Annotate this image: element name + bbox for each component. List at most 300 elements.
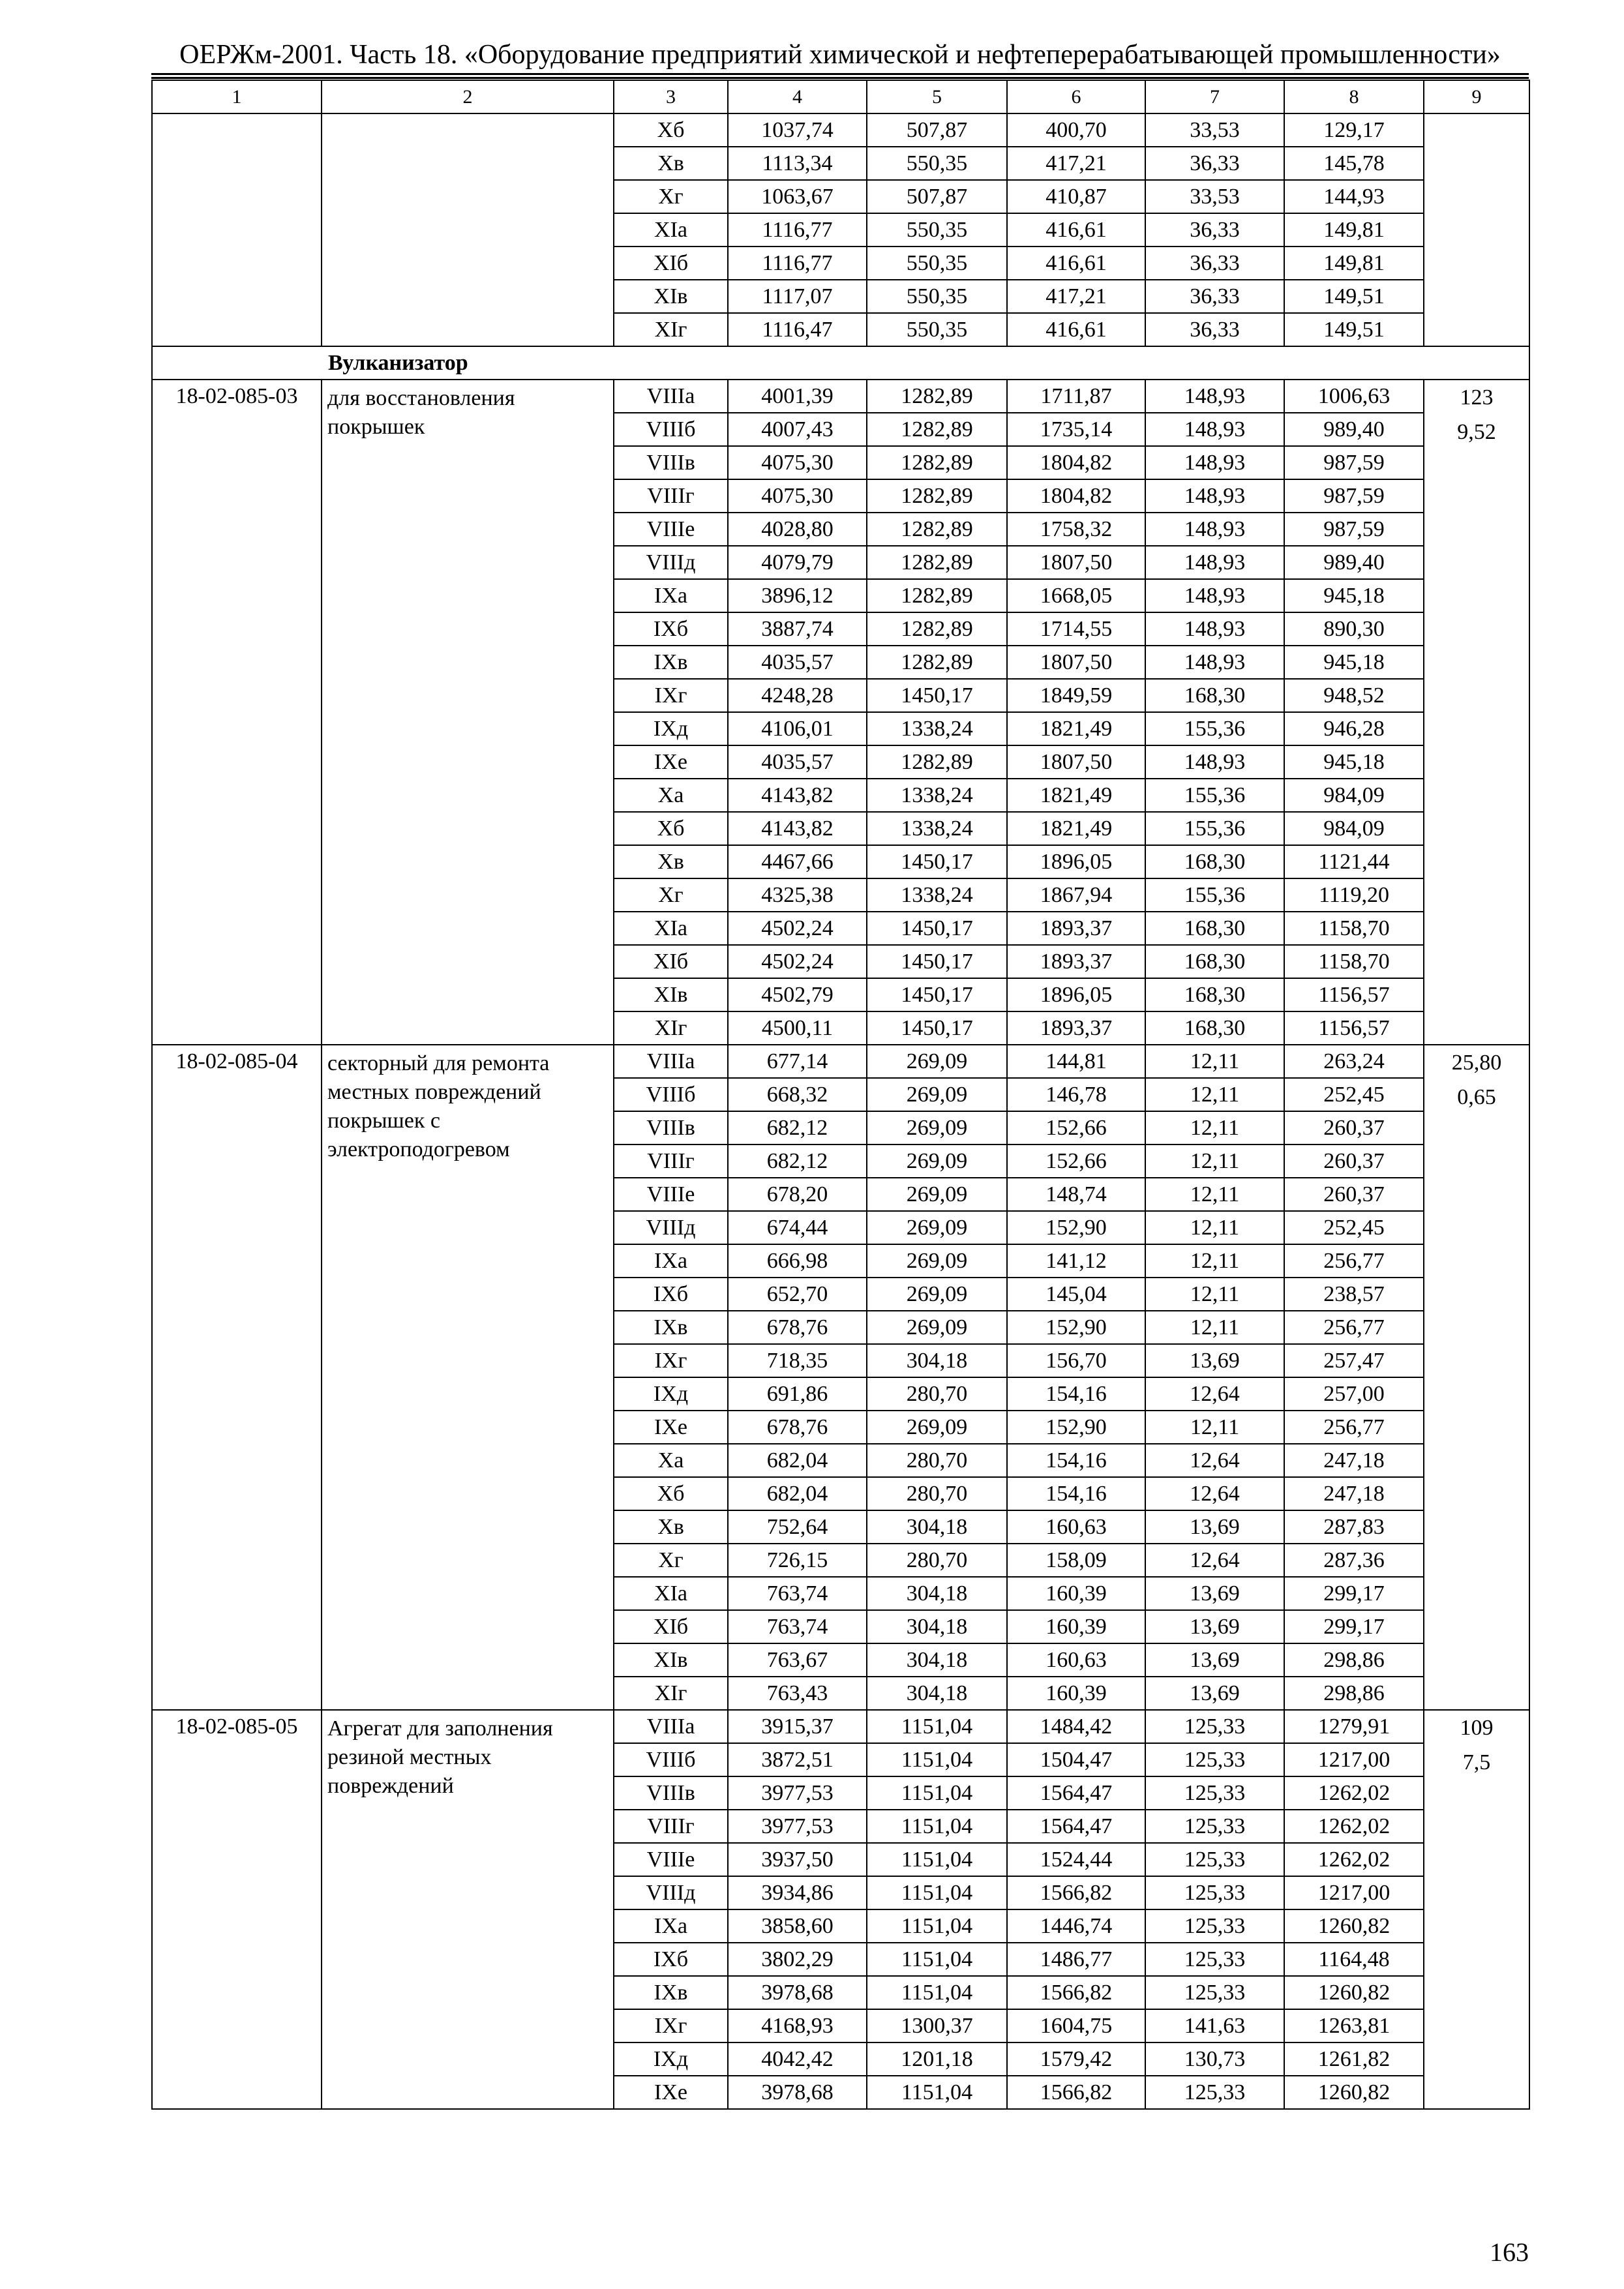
zone-cell: IХб [614, 1943, 728, 1976]
value-cell: 3872,51 [728, 1743, 867, 1776]
value-cell: 1156,57 [1284, 1011, 1424, 1045]
value-cell: 12,11 [1145, 1311, 1284, 1344]
value-cell: 945,18 [1284, 646, 1424, 679]
value-cell: 158,09 [1007, 1544, 1145, 1577]
value-cell: 3896,12 [728, 579, 867, 612]
zone-cell: Ха [614, 1444, 728, 1477]
value-cell: 12,11 [1145, 1178, 1284, 1211]
value-cell: 148,93 [1145, 380, 1284, 413]
value-cell: 168,30 [1145, 912, 1284, 945]
zone-cell: IХг [614, 2009, 728, 2042]
value-cell: 668,32 [728, 1078, 867, 1111]
value-cell: 3915,37 [728, 1710, 867, 1743]
value-cell: 156,70 [1007, 1344, 1145, 1377]
value-cell: 1261,82 [1284, 2042, 1424, 2076]
empty-cell [152, 113, 322, 346]
value-cell: 238,57 [1284, 1278, 1424, 1311]
value-cell: 148,93 [1145, 646, 1284, 679]
value-cell: 148,93 [1145, 745, 1284, 779]
value-cell: 763,43 [728, 1677, 867, 1710]
zone-cell: VIIIв [614, 446, 728, 479]
value-cell: 3977,53 [728, 1810, 867, 1843]
zone-cell: VIIIг [614, 1144, 728, 1178]
value-cell: 304,18 [867, 1610, 1007, 1643]
value-cell: 550,35 [867, 247, 1007, 280]
value-cell: 1564,47 [1007, 1776, 1145, 1810]
value-cell: 141,12 [1007, 1244, 1145, 1278]
value-cell: 682,12 [728, 1111, 867, 1144]
value-cell: 1804,82 [1007, 479, 1145, 513]
value-cell: 145,78 [1284, 147, 1424, 180]
value-cell: 1260,82 [1284, 1976, 1424, 2009]
value-cell: 682,04 [728, 1444, 867, 1477]
value-cell: 287,36 [1284, 1544, 1424, 1577]
value-cell: 13,69 [1145, 1344, 1284, 1377]
table-body [152, 113, 1529, 2109]
value-cell: 269,09 [867, 1045, 1007, 1078]
value-cell: 12,11 [1145, 1244, 1284, 1278]
zone-cell: IХа [614, 579, 728, 612]
zone-cell: VIIIд [614, 1876, 728, 1909]
value-cell: 1006,63 [1284, 380, 1424, 413]
value-cell: 1156,57 [1284, 978, 1424, 1011]
value-cell: 984,09 [1284, 812, 1424, 845]
value-cell: 304,18 [867, 1510, 1007, 1544]
value-cell: 1867,94 [1007, 878, 1145, 912]
zone-cell: VIIIе [614, 1178, 728, 1211]
value-cell: 1564,47 [1007, 1810, 1145, 1843]
value-cell: 1121,44 [1284, 845, 1424, 878]
value-cell: 1450,17 [867, 912, 1007, 945]
value-cell: 1804,82 [1007, 446, 1145, 479]
value-cell: 3937,50 [728, 1843, 867, 1876]
value-cell: 1668,05 [1007, 579, 1145, 612]
value-cell: 674,44 [728, 1211, 867, 1244]
column-number: 1 [152, 80, 322, 113]
value-cell: 1116,77 [728, 213, 867, 247]
value-cell: 247,18 [1284, 1477, 1424, 1510]
value-cell: 1450,17 [867, 945, 1007, 978]
value-cell: 4028,80 [728, 513, 867, 546]
value-cell: 12,64 [1145, 1477, 1284, 1510]
value-cell: 4502,24 [728, 945, 867, 978]
value-cell: 4325,38 [728, 878, 867, 912]
value-cell: 4079,79 [728, 546, 867, 579]
value-cell: 141,63 [1145, 2009, 1284, 2042]
value-cell: 550,35 [867, 313, 1007, 346]
value-cell: 410,87 [1007, 180, 1145, 213]
value-cell: 1807,50 [1007, 745, 1145, 779]
value-cell: 945,18 [1284, 579, 1424, 612]
header-rule [151, 77, 1529, 79]
value-cell: 304,18 [867, 1677, 1007, 1710]
value-cell: 677,14 [728, 1045, 867, 1078]
value-cell: 4143,82 [728, 812, 867, 845]
value-cell: 130,73 [1145, 2042, 1284, 2076]
value-cell: 260,37 [1284, 1111, 1424, 1144]
value-cell: 1896,05 [1007, 978, 1145, 1011]
value-cell: 946,28 [1284, 712, 1424, 745]
zone-cell: ХIв [614, 1643, 728, 1677]
value-cell: 149,51 [1284, 313, 1424, 346]
zone-cell: Хб [614, 113, 728, 147]
value-cell: 4075,30 [728, 479, 867, 513]
value-cell: 1260,82 [1284, 2076, 1424, 2109]
zone-cell: Хв [614, 147, 728, 180]
value-cell: 1807,50 [1007, 646, 1145, 679]
labor-cost-cell [1424, 1045, 1529, 1710]
value-cell: 1338,24 [867, 812, 1007, 845]
value-cell: 256,77 [1284, 1411, 1424, 1444]
value-cell: 666,98 [728, 1244, 867, 1278]
value-cell: 1282,89 [867, 546, 1007, 579]
value-cell: 168,30 [1145, 679, 1284, 712]
value-cell: 1821,49 [1007, 779, 1145, 812]
value-cell: 12,11 [1145, 1278, 1284, 1311]
value-cell: 256,77 [1284, 1244, 1424, 1278]
zone-cell: IХа [614, 1909, 728, 1943]
labor-cost-value: 109 [1460, 1716, 1494, 1740]
column-number: 4 [728, 80, 867, 113]
value-cell: 304,18 [867, 1577, 1007, 1610]
value-cell: 1263,81 [1284, 2009, 1424, 2042]
value-cell: 298,86 [1284, 1677, 1424, 1710]
zone-cell: ХIг [614, 1011, 728, 1045]
table-row [152, 380, 1529, 413]
zone-cell: VIIIа [614, 1045, 728, 1078]
zone-cell: IХг [614, 1344, 728, 1377]
value-cell: 4500,11 [728, 1011, 867, 1045]
value-cell: 148,93 [1145, 579, 1284, 612]
value-cell: 1338,24 [867, 779, 1007, 812]
value-cell: 945,18 [1284, 745, 1424, 779]
value-cell: 148,93 [1145, 413, 1284, 446]
value-cell: 1262,02 [1284, 1843, 1424, 1876]
value-cell: 1151,04 [867, 1976, 1007, 2009]
value-cell: 12,11 [1145, 1144, 1284, 1178]
value-cell: 1164,48 [1284, 1943, 1424, 1976]
value-cell: 125,33 [1145, 1710, 1284, 1743]
value-cell: 1151,04 [867, 1776, 1007, 1810]
value-cell: 36,33 [1145, 313, 1284, 346]
value-cell: 125,33 [1145, 1876, 1284, 1909]
value-cell: 3858,60 [728, 1909, 867, 1943]
value-cell: 33,53 [1145, 113, 1284, 147]
value-cell: 287,83 [1284, 1510, 1424, 1544]
zone-cell: VIIIе [614, 513, 728, 546]
value-cell: 33,53 [1145, 180, 1284, 213]
value-cell: 149,51 [1284, 280, 1424, 313]
value-cell: 1151,04 [867, 1710, 1007, 1743]
value-cell: 13,69 [1145, 1610, 1284, 1643]
value-cell: 299,17 [1284, 1577, 1424, 1610]
value-cell: 987,59 [1284, 446, 1424, 479]
labor-cost-value: 25,80 [1451, 1051, 1502, 1075]
value-cell: 160,39 [1007, 1610, 1145, 1643]
value-cell: 168,30 [1145, 978, 1284, 1011]
labor-cost-value: 123 [1460, 385, 1494, 410]
value-cell: 1158,70 [1284, 945, 1424, 978]
value-cell: 4001,39 [728, 380, 867, 413]
value-cell: 1201,18 [867, 2042, 1007, 2076]
value-cell: 890,30 [1284, 612, 1424, 646]
value-cell: 256,77 [1284, 1311, 1424, 1344]
value-cell: 247,18 [1284, 1444, 1424, 1477]
zone-cell: ХIа [614, 1577, 728, 1610]
value-cell: 1450,17 [867, 679, 1007, 712]
value-cell: 416,61 [1007, 213, 1145, 247]
value-cell: 3978,68 [728, 1976, 867, 2009]
value-cell: 1151,04 [867, 1843, 1007, 1876]
value-cell: 304,18 [867, 1344, 1007, 1377]
zone-cell: VIIIг [614, 479, 728, 513]
value-cell: 149,81 [1284, 213, 1424, 247]
value-cell: 416,61 [1007, 247, 1145, 280]
value-cell: 269,09 [867, 1411, 1007, 1444]
value-cell: 1893,37 [1007, 945, 1145, 978]
value-cell: 682,04 [728, 1477, 867, 1510]
value-cell: 4248,28 [728, 679, 867, 712]
value-cell: 763,74 [728, 1610, 867, 1643]
value-cell: 1116,47 [728, 313, 867, 346]
column-number: 5 [867, 80, 1007, 113]
zone-cell: VIIIа [614, 380, 728, 413]
value-cell: 4075,30 [728, 446, 867, 479]
value-cell: 269,09 [867, 1244, 1007, 1278]
value-cell: 36,33 [1145, 147, 1284, 180]
value-cell: 125,33 [1145, 2076, 1284, 2109]
value-cell: 269,09 [867, 1178, 1007, 1211]
value-cell: 1579,42 [1007, 2042, 1145, 2076]
zone-cell: IХд [614, 712, 728, 745]
value-cell: 144,81 [1007, 1045, 1145, 1078]
header-rule [151, 73, 1529, 75]
zone-cell: VIIIа [614, 1710, 728, 1743]
value-cell: 3977,53 [728, 1776, 867, 1810]
table-row [152, 113, 1529, 147]
zone-cell: ХIа [614, 912, 728, 945]
value-cell: 269,09 [867, 1211, 1007, 1244]
value-cell: 168,30 [1145, 845, 1284, 878]
zone-cell: Хв [614, 845, 728, 878]
value-cell: 12,11 [1145, 1045, 1284, 1078]
value-cell: 148,93 [1145, 546, 1284, 579]
value-cell: 304,18 [867, 1643, 1007, 1677]
zone-cell: VIIIб [614, 1743, 728, 1776]
value-cell: 148,93 [1145, 612, 1284, 646]
value-cell: 1151,04 [867, 2076, 1007, 2109]
value-cell: 152,66 [1007, 1111, 1145, 1144]
column-number: 2 [322, 80, 614, 113]
zone-cell: Хг [614, 1544, 728, 1577]
value-cell: 125,33 [1145, 1810, 1284, 1843]
value-cell: 252,45 [1284, 1211, 1424, 1244]
item-code: 18-02-085-03 [152, 380, 322, 1045]
value-cell: 1158,70 [1284, 912, 1424, 945]
value-cell: 1217,00 [1284, 1743, 1424, 1776]
value-cell: 1151,04 [867, 1810, 1007, 1843]
value-cell: 125,33 [1145, 1976, 1284, 2009]
labor-cost-value: 0,65 [1457, 1085, 1496, 1109]
zone-cell: IХб [614, 612, 728, 646]
empty-cell [322, 113, 614, 346]
zone-cell: Хг [614, 180, 728, 213]
value-cell: 263,24 [1284, 1045, 1424, 1078]
value-cell: 168,30 [1145, 1011, 1284, 1045]
value-cell: 299,17 [1284, 1610, 1424, 1643]
zone-cell: ХIг [614, 313, 728, 346]
value-cell: 168,30 [1145, 945, 1284, 978]
value-cell: 1711,87 [1007, 380, 1145, 413]
zone-cell: VIIIв [614, 1776, 728, 1810]
value-cell: 12,64 [1145, 1377, 1284, 1411]
table-row [152, 1045, 1529, 1078]
zone-cell: IХе [614, 745, 728, 779]
value-cell: 4106,01 [728, 712, 867, 745]
value-cell: 1893,37 [1007, 912, 1145, 945]
zone-cell: Хг [614, 878, 728, 912]
page-number: 163 [1490, 2237, 1529, 2267]
value-cell: 257,00 [1284, 1377, 1424, 1411]
value-cell: 152,90 [1007, 1211, 1145, 1244]
value-cell: 1450,17 [867, 978, 1007, 1011]
value-cell: 1151,04 [867, 1743, 1007, 1776]
value-cell: 1604,75 [1007, 2009, 1145, 2042]
item-name: секторный для ремонта местных повреждений покрышек с электроподогревом [322, 1045, 614, 1710]
item-code: 18-02-085-04 [152, 1045, 322, 1710]
value-cell: 36,33 [1145, 280, 1284, 313]
value-cell: 1821,49 [1007, 812, 1145, 845]
column-number: 3 [614, 80, 728, 113]
zone-cell: ХIв [614, 978, 728, 1011]
value-cell: 148,93 [1145, 513, 1284, 546]
value-cell: 1262,02 [1284, 1776, 1424, 1810]
zone-cell: IХг [614, 679, 728, 712]
price-table [151, 80, 1530, 2110]
value-cell: 4007,43 [728, 413, 867, 446]
value-cell: 154,16 [1007, 1377, 1145, 1411]
value-cell: 763,74 [728, 1577, 867, 1610]
value-cell: 1217,00 [1284, 1876, 1424, 1909]
value-cell: 160,39 [1007, 1677, 1145, 1710]
value-cell: 125,33 [1145, 1743, 1284, 1776]
value-cell: 1282,89 [867, 579, 1007, 612]
labor-cost-cell [1424, 1710, 1529, 2109]
value-cell: 1151,04 [867, 1943, 1007, 1976]
value-cell: 1446,74 [1007, 1909, 1145, 1943]
value-cell: 1735,14 [1007, 413, 1145, 446]
zone-cell: ХIб [614, 1610, 728, 1643]
value-cell: 160,63 [1007, 1643, 1145, 1677]
value-cell: 4502,24 [728, 912, 867, 945]
zone-cell: VIIIб [614, 1078, 728, 1111]
zone-cell: IХд [614, 1377, 728, 1411]
value-cell: 144,93 [1284, 180, 1424, 213]
value-cell: 12,11 [1145, 1078, 1284, 1111]
value-cell: 269,09 [867, 1278, 1007, 1311]
empty-cell [152, 346, 322, 380]
item-name: Агрегат для заполнения резиной местных повреждений [322, 1710, 614, 2109]
value-cell: 507,87 [867, 180, 1007, 213]
value-cell: 726,15 [728, 1544, 867, 1577]
value-cell: 3934,86 [728, 1876, 867, 1909]
value-cell: 298,86 [1284, 1643, 1424, 1677]
value-cell: 1151,04 [867, 1909, 1007, 1943]
value-cell: 400,70 [1007, 113, 1145, 147]
value-cell: 1758,32 [1007, 513, 1145, 546]
item-name: для восстановления покрышек [322, 380, 614, 1045]
zone-cell: ХIа [614, 213, 728, 247]
value-cell: 987,59 [1284, 513, 1424, 546]
value-cell: 129,17 [1284, 113, 1424, 147]
value-cell: 252,45 [1284, 1078, 1424, 1111]
zone-cell: VIIIд [614, 1211, 728, 1244]
value-cell: 152,90 [1007, 1311, 1145, 1344]
value-cell: 989,40 [1284, 413, 1424, 446]
value-cell: 13,69 [1145, 1643, 1284, 1677]
value-cell: 1450,17 [867, 845, 1007, 878]
value-cell: 550,35 [867, 280, 1007, 313]
zone-cell: VIIIб [614, 413, 728, 446]
value-cell: 1282,89 [867, 446, 1007, 479]
value-cell: 160,39 [1007, 1577, 1145, 1610]
value-cell: 36,33 [1145, 247, 1284, 280]
zone-cell: Хб [614, 812, 728, 845]
value-cell: 269,09 [867, 1144, 1007, 1178]
value-cell: 1566,82 [1007, 2076, 1145, 2109]
value-cell: 1566,82 [1007, 1876, 1145, 1909]
zone-cell: Хб [614, 1477, 728, 1510]
column-number: 6 [1007, 80, 1145, 113]
value-cell: 1282,89 [867, 745, 1007, 779]
value-cell: 155,36 [1145, 779, 1284, 812]
value-cell: 4143,82 [728, 779, 867, 812]
value-cell: 1282,89 [867, 513, 1007, 546]
value-cell: 1338,24 [867, 878, 1007, 912]
value-cell: 678,76 [728, 1411, 867, 1444]
value-cell: 154,16 [1007, 1477, 1145, 1510]
value-cell: 1524,44 [1007, 1843, 1145, 1876]
value-cell: 417,21 [1007, 280, 1145, 313]
column-number: 8 [1284, 80, 1424, 113]
value-cell: 146,78 [1007, 1078, 1145, 1111]
zone-cell: VIIIе [614, 1843, 728, 1876]
zone-cell: IХв [614, 1311, 728, 1344]
section-title: Вулканизатор [322, 346, 1529, 380]
value-cell: 1504,47 [1007, 1743, 1145, 1776]
value-cell: 1037,74 [728, 113, 867, 147]
value-cell: 155,36 [1145, 812, 1284, 845]
value-cell: 149,81 [1284, 247, 1424, 280]
empty-cell [1424, 113, 1529, 346]
page-header: ОЕРЖм-2001. Часть 18. «Оборудование предприятий химической и нефтеперерабатывающей промышленности» [179, 40, 1501, 70]
value-cell: 148,74 [1007, 1178, 1145, 1211]
value-cell: 417,21 [1007, 147, 1145, 180]
value-cell: 1566,82 [1007, 1976, 1145, 2009]
zone-cell: ХIб [614, 945, 728, 978]
zone-cell: Ха [614, 779, 728, 812]
value-cell: 3978,68 [728, 2076, 867, 2109]
value-cell: 4467,66 [728, 845, 867, 878]
value-cell: 1450,17 [867, 1011, 1007, 1045]
zone-cell: VIIIв [614, 1111, 728, 1144]
zone-cell: VIIIг [614, 1810, 728, 1843]
value-cell: 984,09 [1284, 779, 1424, 812]
value-cell: 36,33 [1145, 213, 1284, 247]
value-cell: 989,40 [1284, 546, 1424, 579]
value-cell: 148,93 [1145, 479, 1284, 513]
value-cell: 145,04 [1007, 1278, 1145, 1311]
